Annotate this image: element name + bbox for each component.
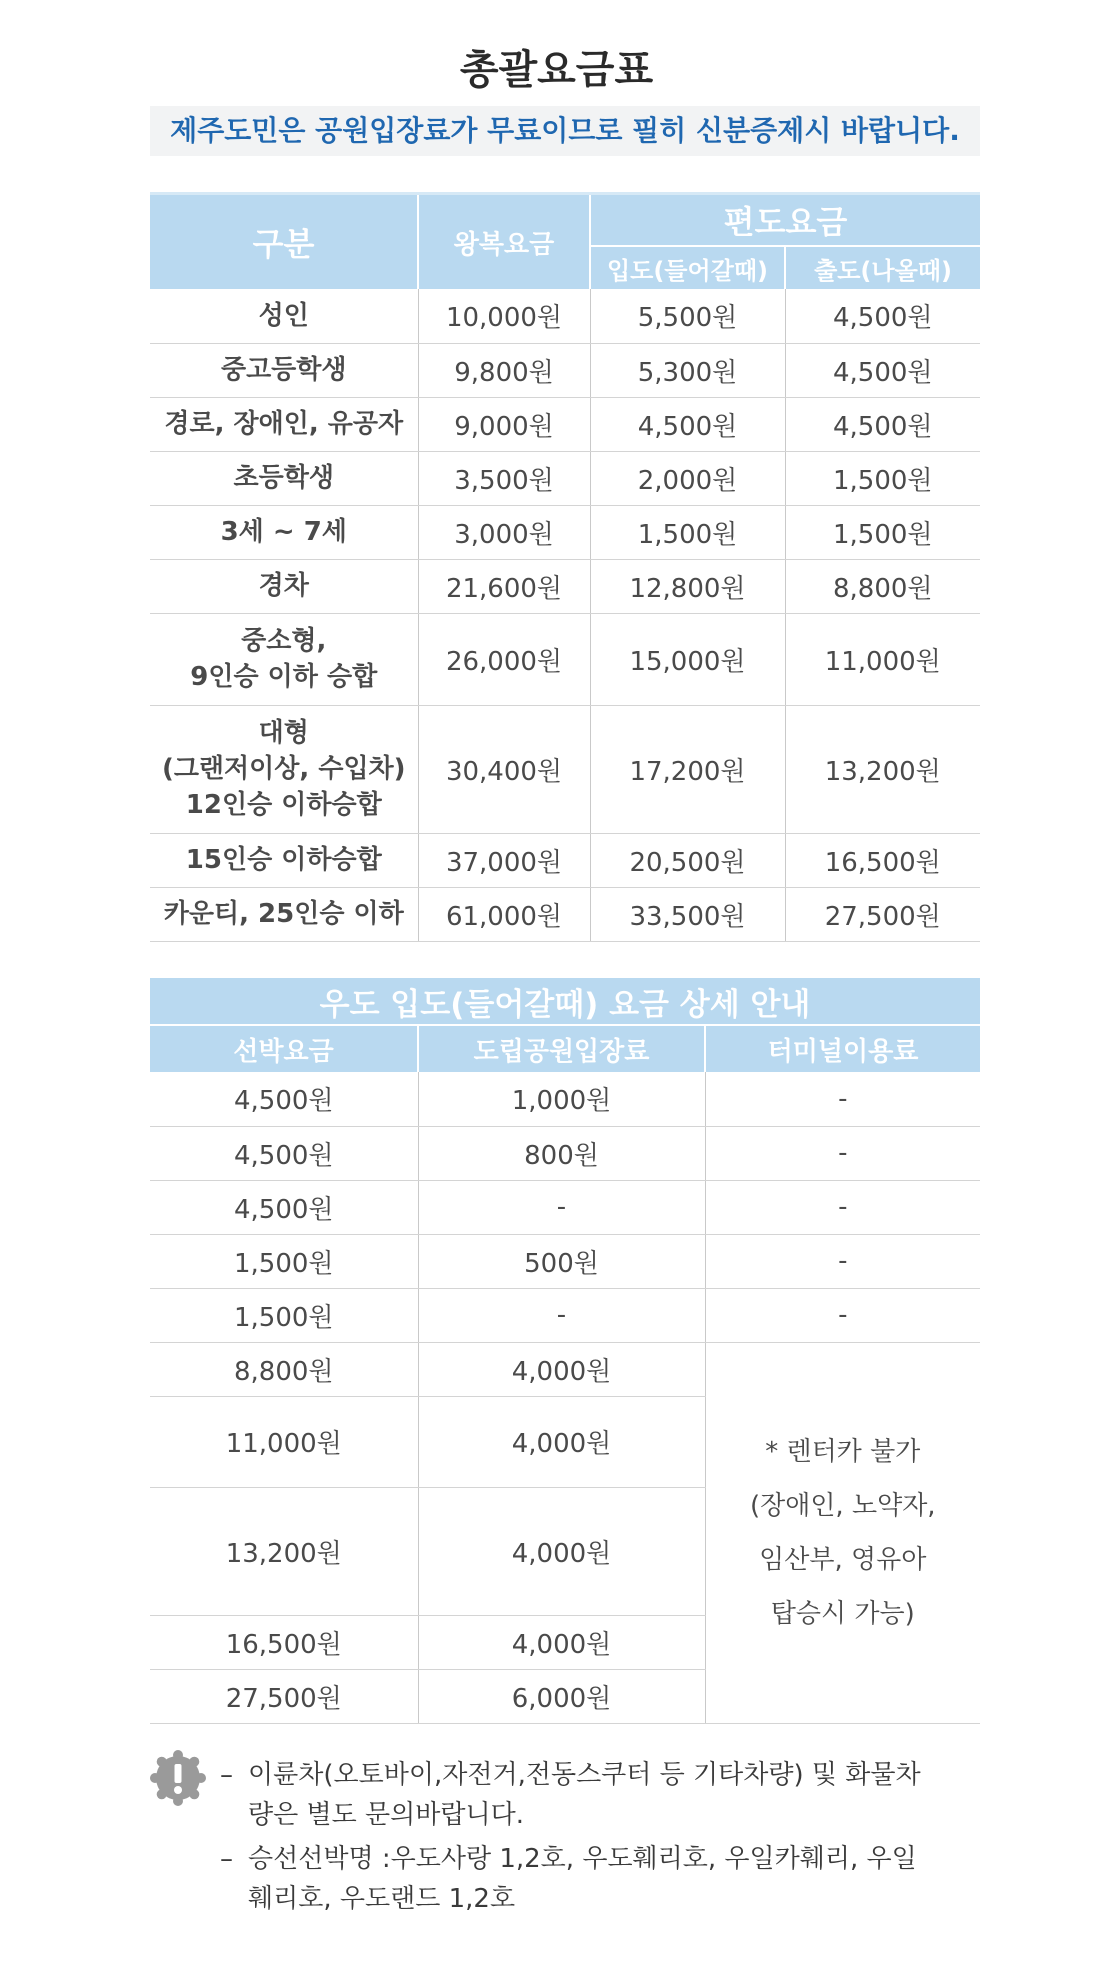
park-fee-cell: 500원: [418, 1234, 705, 1288]
ship-fare-cell: 27,500원: [150, 1669, 418, 1723]
udo-row: [150, 1234, 980, 1288]
header-round-trip: 왕복요금: [418, 194, 590, 290]
ship-fare-cell: 1,500원: [150, 1234, 418, 1288]
ship-fare-cell: 4,500원: [150, 1072, 418, 1126]
header-exit: 출도(나올때): [785, 246, 980, 289]
round-trip-cell: 61,000원: [418, 887, 590, 941]
note-line-4: [220, 1878, 515, 1915]
udo-table-title: 우도 입도(들어갈때) 요금 상세 안내: [150, 978, 980, 1025]
ship-fare-cell: 1,500원: [150, 1288, 418, 1342]
note-text: 승선선박명 :우도사랑 1,2호, 우도훼리호, 우일카훼리, 우일: [248, 1844, 917, 1874]
round-trip-cell: 3,500원: [418, 451, 590, 505]
park-fee-cell: 4,000원: [418, 1342, 705, 1396]
park-fee-cell: 6,000원: [418, 1669, 705, 1723]
exit-cell: 4,500원: [785, 289, 980, 343]
header-ship-fare: 선박요금: [150, 1025, 418, 1072]
notes-section: [150, 1750, 980, 1940]
fare-row: [150, 343, 980, 397]
header-park-fee: 도립공원입장료: [418, 1025, 705, 1072]
entry-cell: 4,500원: [590, 397, 785, 451]
note-line-3: [220, 1838, 917, 1875]
category-cell: [150, 559, 418, 613]
entry-cell: 2,000원: [590, 451, 785, 505]
entry-cell: 15,000원: [590, 613, 785, 705]
round-trip-cell: 30,400원: [418, 705, 590, 833]
round-trip-cell: 26,000원: [418, 613, 590, 705]
entry-cell: 12,800원: [590, 559, 785, 613]
rental-car-note: [705, 1342, 980, 1723]
category-cell: [150, 451, 418, 505]
ship-fare-cell: 13,200원: [150, 1487, 418, 1615]
category-cell: [150, 833, 418, 887]
ship-fare-cell: 8,800원: [150, 1342, 418, 1396]
exit-cell: 16,500원: [785, 833, 980, 887]
note-line-1: [220, 1754, 921, 1791]
category-cell: [150, 887, 418, 941]
fare-row: [150, 705, 980, 833]
park-fee-cell: 1,000원: [418, 1072, 705, 1126]
fare-row: [150, 289, 980, 343]
fare-row: [150, 833, 980, 887]
entry-cell: 5,300원: [590, 343, 785, 397]
note-text: 훼리호, 우도랜드 1,2호: [248, 1884, 516, 1914]
terminal-fee-cell: -: [705, 1234, 980, 1288]
category-line: 15인승 이하승합: [185, 845, 382, 875]
rental-note-line: (장애인, 노약자,: [749, 1490, 936, 1521]
fare-row: [150, 397, 980, 451]
exit-cell: 1,500원: [785, 451, 980, 505]
header-category: 구분: [150, 194, 418, 290]
round-trip-cell: 21,600원: [418, 559, 590, 613]
header-terminal-fee: 터미널이용료: [705, 1025, 980, 1072]
category-line: 3세 ~ 7세: [220, 517, 347, 547]
page-title: 총괄요금표: [459, 46, 654, 93]
terminal-fee-cell: -: [705, 1288, 980, 1342]
udo-row: [150, 1288, 980, 1342]
fare-table: [150, 192, 980, 942]
round-trip-cell: 9,800원: [418, 343, 590, 397]
terminal-fee-cell: -: [705, 1126, 980, 1180]
category-cell: [150, 505, 418, 559]
entry-cell: 5,500원: [590, 289, 785, 343]
round-trip-cell: 37,000원: [418, 833, 590, 887]
note-dash: –: [220, 1760, 233, 1790]
entry-cell: 20,500원: [590, 833, 785, 887]
category-line: 초등학생: [233, 463, 334, 493]
exit-cell: 27,500원: [785, 887, 980, 941]
park-fee-cell: 4,000원: [418, 1615, 705, 1669]
fare-row: [150, 613, 980, 705]
terminal-fee-cell: -: [705, 1072, 980, 1126]
category-line: 경로, 장애인, 유공자: [164, 409, 404, 439]
category-line: 경차: [258, 571, 309, 601]
exit-cell: 4,500원: [785, 397, 980, 451]
fare-row: [150, 505, 980, 559]
header-one-way: 편도요금: [590, 194, 980, 247]
udo-row: [150, 1072, 980, 1126]
fare-row: [150, 559, 980, 613]
udo-row: [150, 1126, 980, 1180]
note-dash: –: [220, 1844, 233, 1874]
category-line: (그랜저이상, 수입차): [161, 754, 406, 784]
udo-fare-detail-table: [150, 978, 980, 1724]
rental-note-line: 임산부, 영유아: [759, 1544, 927, 1575]
entry-cell: 33,500원: [590, 887, 785, 941]
category-line: 대형: [258, 718, 309, 748]
exit-cell: 4,500원: [785, 343, 980, 397]
exclamation-icon: [150, 1750, 206, 1806]
category-cell: [150, 289, 418, 343]
note-text: 이륜차(오토바이,자전거,전동스쿠터 등 기타차량) 및 화물차: [248, 1760, 921, 1790]
exit-cell: 8,800원: [785, 559, 980, 613]
park-fee-cell: 800원: [418, 1126, 705, 1180]
category-line: 성인: [258, 300, 309, 331]
category-line: 12인승 이하승합: [185, 790, 382, 820]
round-trip-cell: 10,000원: [418, 289, 590, 343]
note-text: 량은 별도 문의바랍니다.: [248, 1800, 524, 1830]
ship-fare-cell: 4,500원: [150, 1180, 418, 1234]
exit-cell: 11,000원: [785, 613, 980, 705]
category-line: 중소형,: [241, 626, 327, 656]
terminal-fee-cell: -: [705, 1180, 980, 1234]
resident-notice: 제주도민은 공원입장료가 무료이므로 필히 신분증제시 바랍니다.: [150, 106, 980, 156]
ship-fare-cell: 16,500원: [150, 1615, 418, 1669]
park-fee-cell: 4,000원: [418, 1396, 705, 1487]
round-trip-cell: 3,000원: [418, 505, 590, 559]
note-line-2: [220, 1794, 524, 1831]
round-trip-cell: 9,000원: [418, 397, 590, 451]
fare-row: [150, 887, 980, 941]
rental-note-line: * 렌터카 불가: [765, 1436, 921, 1467]
exit-cell: 13,200원: [785, 705, 980, 833]
header-entry: 입도(들어갈때): [590, 246, 785, 289]
fare-row: [150, 451, 980, 505]
ship-fare-cell: 4,500원: [150, 1126, 418, 1180]
park-fee-cell: 4,000원: [418, 1487, 705, 1615]
ship-fare-cell: 11,000원: [150, 1396, 418, 1487]
category-cell: [150, 705, 418, 833]
park-fee-cell: -: [418, 1288, 705, 1342]
entry-cell: 17,200원: [590, 705, 785, 833]
entry-cell: 1,500원: [590, 505, 785, 559]
category-cell: [150, 343, 418, 397]
park-fee-cell: -: [418, 1180, 705, 1234]
category-cell: [150, 397, 418, 451]
rental-note-line: 탑승시 가능): [770, 1598, 915, 1629]
exit-cell: 1,500원: [785, 505, 980, 559]
category-line: 카운티, 25인승 이하: [163, 899, 404, 929]
udo-row: [150, 1342, 980, 1396]
category-line: 중고등학생: [220, 355, 347, 385]
udo-row: [150, 1180, 980, 1234]
category-line: 9인승 이하 승합: [190, 662, 378, 692]
category-cell: [150, 613, 418, 705]
